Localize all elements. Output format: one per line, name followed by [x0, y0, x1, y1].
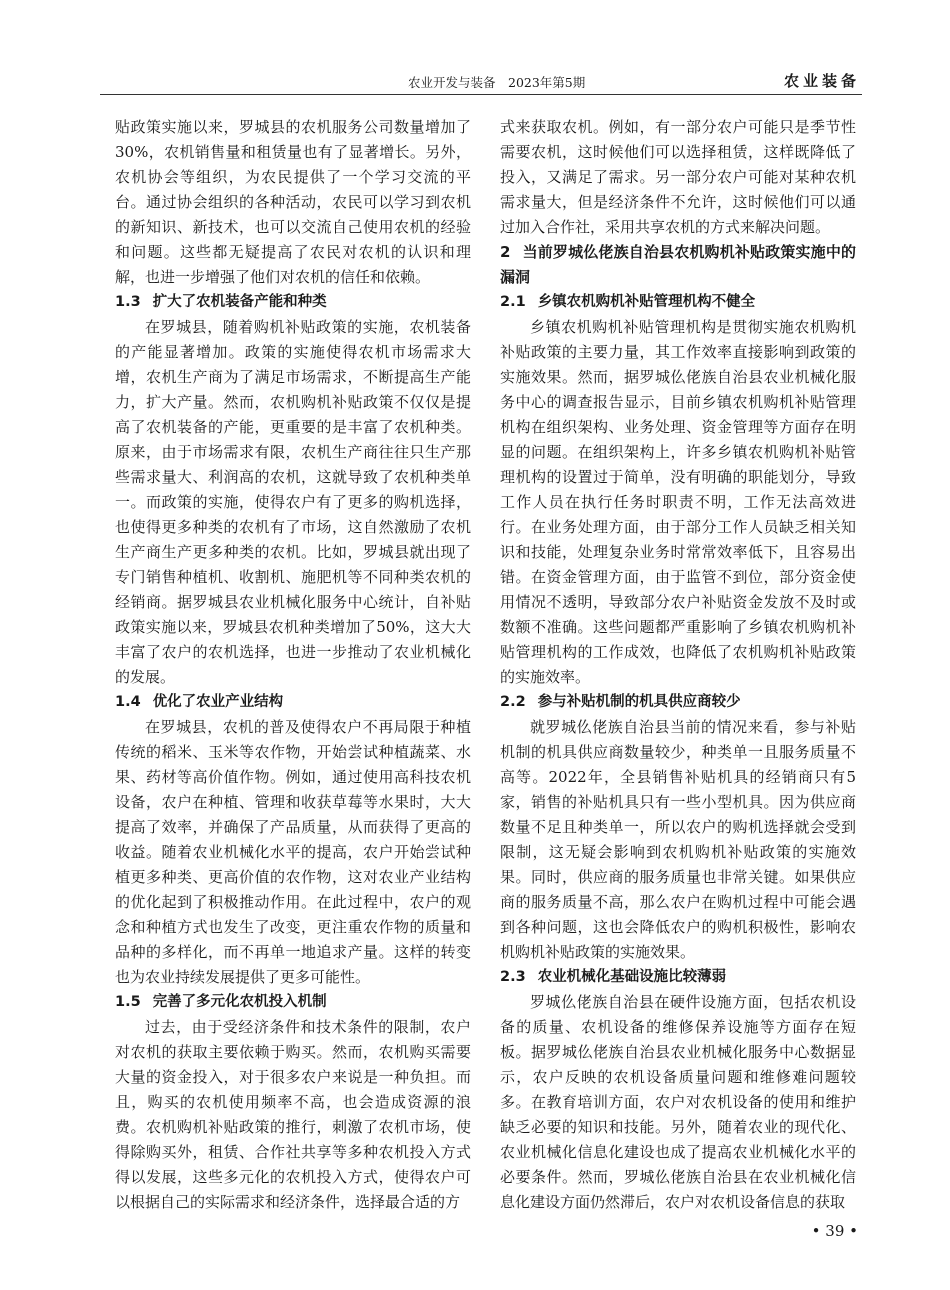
paragraph-1-3: 在罗城县，随着购机补贴政策的实施，农机装备的产能显著增加。政策的实施使得农机市场需求大增，农机生产商为了满足市场需求，不断提高生产能力，扩大产量。然而，农机购机补贴政策不仅仅是提高了农机装备的产能，更重要的是丰富了农机种类。原来，由于市场需求有限，农机生产商往往只生产那些需求量大、利润高的农机，这就导致了农机种类单一。而政策的实施，使得农户有了更多的购机选择，也使得更多种类的农机有了市场，这自然激励了农机生产商生产更多种类的农机。比如，罗城县就出现了专门销售种植机、收割机、施肥机等不同种类农机的经销商。据罗城县农业机械化服务中心统计，自补贴政策实施以来，罗城县农机种类增加了50%，这大大丰富了农户的农机选择，也进一步推动了农业机械化的发展。 [115, 318, 471, 686]
journal-info: 农业开发与装备 2023年第5期 [408, 75, 586, 90]
right-column [500, 115, 856, 1215]
section-number: 1.4 [115, 694, 141, 710]
paragraph-1-4: 在罗城县，农机的普及使得农户不再局限于种植传统的稻米、玉米等农作物，开始尝试种植蔬菜、水果、药材等高价值作物。例如，通过使用高科技农机设备，农户在种植、管理和收获草莓等水果时，大大提高了效率，并确保了产品质量，从而获得了更高的收益。随着农业机械化水平的提高，农户开始尝试种植更多种类、更高价值的农作物，这对农业产业结构的优化起到了积极推动作用。在此过程中，农户的观念和种植方式也发生了改变，更注重农作物的质量和品种的多样化，而不再单一地追求产量。这样的转变也为农业持续发展提供了更多可能性。 [115, 718, 471, 986]
section-heading-2-1 [500, 290, 856, 315]
section-number: 1.3 [115, 294, 141, 310]
section-title: 扩大了农机装备产能和种类 [152, 294, 327, 310]
section-number: 2.2 [500, 694, 526, 710]
section-heading-2 [500, 240, 856, 290]
section-heading-1-4 [115, 690, 471, 715]
section-number: 1.5 [115, 994, 141, 1010]
paragraph-2-1: 乡镇农机购机补贴管理机构是贯彻实施农机购机补贴政策的主要力量，其工作效率直接影响到政策的实施效果。然而，据罗城仫佬族自治县农业机械化服务中心的调查报告显示，目前乡镇农机购机补贴管理机构在组织架构、业务处理、资金管理等方面存在明显的问题。在组织架构上，许多乡镇农机购机补贴管理机构的设置过于简单，没有明确的职能划分，导致工作人员在执行任务时职责不明，工作无法高效进行。在业务处理方面，由于部分工作人员缺乏相关知识和技能，处理复杂业务时常常效率低下，且容易出错。在资金管理方面，由于监管不到位，部分资金使用情况不透明，导致部分农户补贴资金发放不及时或数额不准确。这些问题都严重影响了乡镇农机购机补贴管理机构的工作成效，也降低了农机购机补贴政策的实施效率。 [500, 318, 856, 686]
section-title: 优化了农业产业结构 [152, 694, 284, 710]
section-number: 2.1 [500, 294, 526, 310]
section-title: 当前罗城仫佬族自治县农机购机补贴政策实施中的漏洞 [500, 243, 856, 286]
section-heading-2-2 [500, 690, 856, 715]
paragraph-2-3: 罗城仫佬族自治县在硬件设施方面，包括农机设备的质量、农机设备的维修保养设施等方面存在短板。据罗城仫佬族自治县农业机械化服务中心数据显示，农户反映的农机设备质量问题和维修难问题较多。在教育培训方面，农户对农机设备的使用和维护缺乏必要的知识和技能。另外，随着农业的现代化、农业机械化信息化建设也成了提高农业机械化水平的必要条件。然而，罗城仫佬族自治县在农业机械化信息化建设方面仍然滞后，农户对农机设备信息的获取 [500, 993, 856, 1211]
running-header [100, 70, 862, 94]
section-title: 完善了多元化农机投入机制 [152, 994, 327, 1010]
section-title: 乡镇农机购机补贴管理机构不健全 [537, 294, 756, 310]
section-heading-2-3 [500, 965, 856, 990]
paragraph-continued: 贴政策实施以来，罗城县的农机服务公司数量增加了30%，农机销售量和租赁量也有了显著增长。另外，农机协会等组织，为农民提供了一个学习交流的平台。通过协会组织的各种活动，农民可以学习到农机的新知识、新技术，也可以交流自己使用农机的经验和问题。这些都无疑提高了农民对农机的认识和理解，也进一步增强了他们对农机的信任和依赖。 [115, 118, 471, 286]
header-rule [100, 94, 862, 95]
section-number: 2 [500, 243, 511, 261]
paragraph-2-2: 就罗城仫佬族自治县当前的情况来看，参与补贴机制的机具供应商数量较少，种类单一且服务质量不高等。2022年，全县销售补贴机具的经销商只有5家，销售的补贴机具只有一些小型机具。因为供应商数量不足且种类单一，所以农户的购机选择就会受到限制，这无疑会影响到农机购机补贴政策的实施效果。同时，供应商的服务质量也非常关键。如果供应商的服务质量不高，那么农户在购机过程中可能会遇到各种问题，这也会降低农户的购机积极性，影响农机购机补贴政策的实施效果。 [500, 718, 856, 961]
section-heading-1-5 [115, 990, 471, 1015]
section-number: 2.3 [500, 969, 526, 985]
left-column [115, 115, 471, 1215]
section-title: 参与补贴机制的机具供应商较少 [537, 694, 741, 710]
paragraph-1-5: 过去，由于受经济条件和技术条件的限制，农户对农机的获取主要依赖于购买。然而，农机购买需要大量的资金投入，对于很多农户来说是一种负担。而且，购买的农机使用频率不高，也会造成资源的浪费。农机购机补贴政策的推行，刺激了农机市场，使得除购买外，租赁、合作社共享等多种农机投入方式得以发展，这些多元化的农机投入方式，使得农户可以根据自己的实际需求和经济条件，选择最合适的方 [115, 1018, 471, 1211]
page-number: • 39 • [811, 1222, 858, 1240]
section-name: 农业装备 [783, 72, 860, 90]
paragraph-continued: 式来获取农机。例如，有一部分农户可能只是季节性需要农机，这时候他们可以选择租赁，这样既降低了投入，又满足了需求。另一部分农户可能对某种农机需求量大，但是经济条件不允许，这时候他们可以通过加入合作社，采用共享农机的方式来解决问题。 [500, 118, 856, 236]
section-heading-1-3 [115, 290, 471, 315]
section-title: 农业机械化基础设施比较薄弱 [537, 969, 727, 985]
